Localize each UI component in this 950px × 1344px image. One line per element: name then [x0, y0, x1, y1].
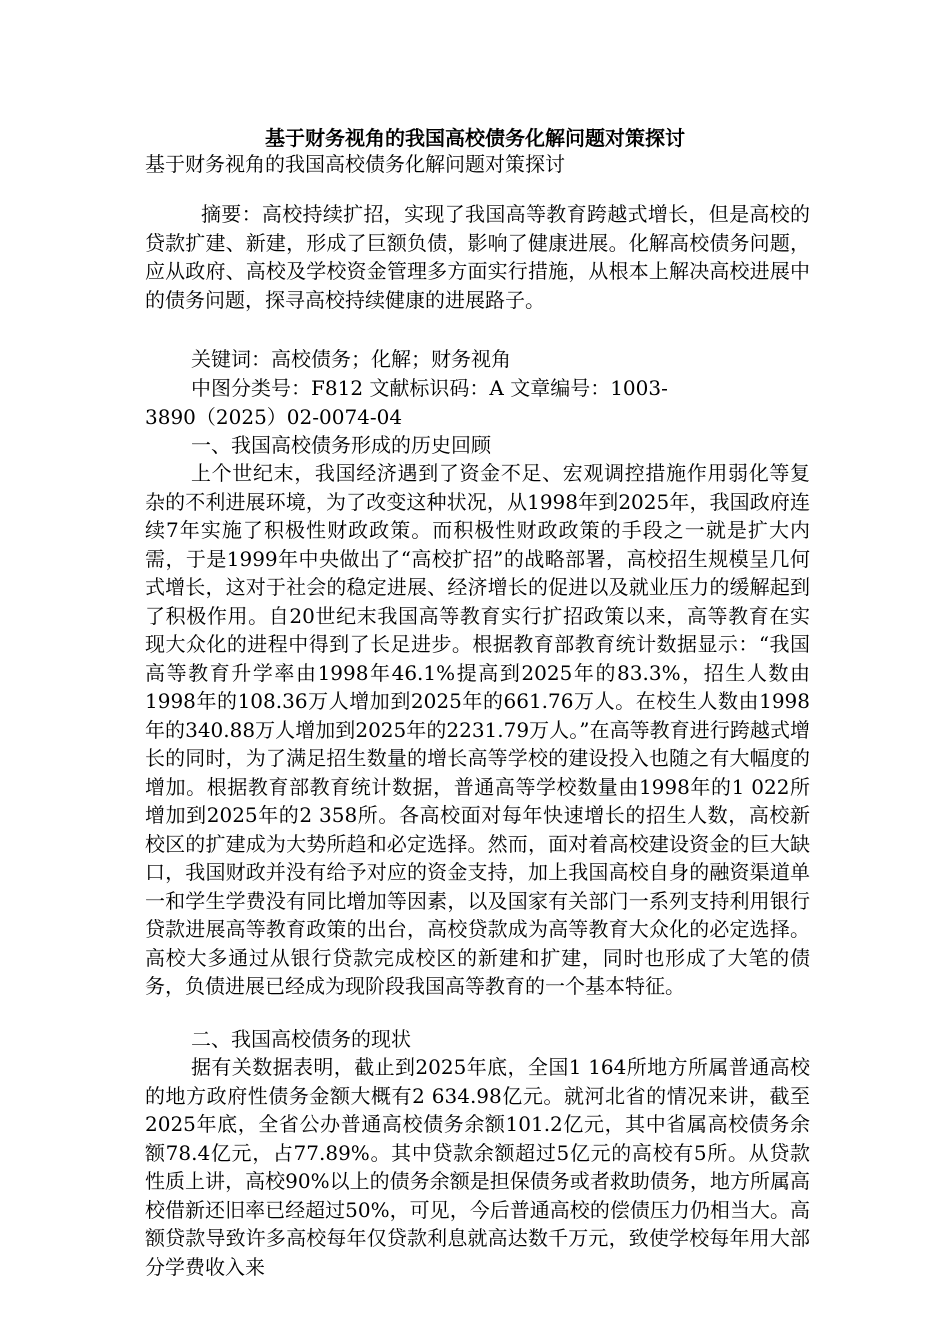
classification-line-2: 3890（2025）02-0074-04	[145, 404, 403, 429]
classification-line-1: 中图分类号：F812 文献标识码：A 文章编号：1003-	[191, 376, 668, 400]
document-subtitle: 基于财务视角的我国高校债务化解问题对策探讨	[145, 152, 565, 176]
section-1-heading: 一、我国高校债务形成的历史回顾	[191, 433, 491, 457]
abstract-paragraph: 摘要：高校持续扩招，实现了我国高等教育跨越式增长，但是高校的贷款扩建、新建，形成了巨额负债，影响了健康进展。化解高校债务问题，应从政府、高校及学校资金管理多方面实行措施，从根本上解决高校进展中的债务问题，探寻高校持续健康的进展路子。	[145, 202, 810, 312]
document-title: 基于财务视角的我国高校债务化解问题对策探讨	[265, 126, 685, 150]
classification-block	[145, 374, 810, 431]
section-1-body: 上个世纪末，我国经济遇到了资金不足、宏观调控措施作用弱化等复杂的不利进展环境，为了改变这种状况，从1998年到2025年，我国政府连续7年实施了积极性财政政策。而积极性财政政策的手段之一就是扩大内需，于是1999年中央做出了“高校扩招”的战略部署，高校招生规模呈几何式增长，这对于社会的稳定进展、经济增长的促进以及就业压力的缓解起到了积极作用。自20世纪末我国高等教育实行扩招政策以来，高等教育在实现大众化的进程中得到了长足进步。根据教育部教育统计数据显示：“我国高等教育升学率由1998年46.1%提高到2025年的83.3%，招生人数由1998年的108.36万人增加到2025年的661.76万人。在校生人数由1998年的340.88万人增加到2025年的2231.79万人。”在高等教育进行跨越式增长的同时，为了满足招生数量的增长高等学校的建设投入也随之有大幅度的增加。根据教育部教育统计数据，普通高等学校数量由1998年的1 022所增加到2025年的2 358所。各高校面对每年快速增长的招生人数，高校新校区的扩建成为大势所趋和必定选择。然而，面对着高校建设资金的巨大缺口，我国财政并没有给予对应的资金支持，加上我国高校自身的融资渠道单一和学生学费没有同比增加等因素，以及国家有关部门一系列支持利用银行贷款进展高等教育政策的出台，高校贷款成为高等教育大众化的必定选择。高校大多通过从银行贷款完成校区的新建和扩建，同时也形成了大笔的债务，负债进展已经成为现阶段我国高等教育的一个基本特征。	[145, 461, 810, 998]
section-2-heading: 二、我国高校债务的现状	[191, 1027, 411, 1051]
section-2-body: 据有关数据表明，截止到2025年底，全国1 164所地方所属普通高校的地方政府性债务金额大概有2 634.98亿元。就河北省的情况来讲，截至2025年底，全省公办普通高校债务余额101.2亿元，其中省属高校债务余额78.4亿元，占77.89%。其中贷款余额超过5亿元的高校有5所。从贷款性质上讲，高校90%以上的债务余额是担保债务或者救助债务，地方所属高校借新还旧率已经超过50%，可见，今后普通高校的偿债压力仍相当大。高额贷款导致许多高校每年仅贷款利息就高达数千万元，致使学校每年用大部分学费收入来	[145, 1055, 810, 1279]
keywords-line: 关键词：高校债务；化解；财务视角	[191, 347, 511, 371]
